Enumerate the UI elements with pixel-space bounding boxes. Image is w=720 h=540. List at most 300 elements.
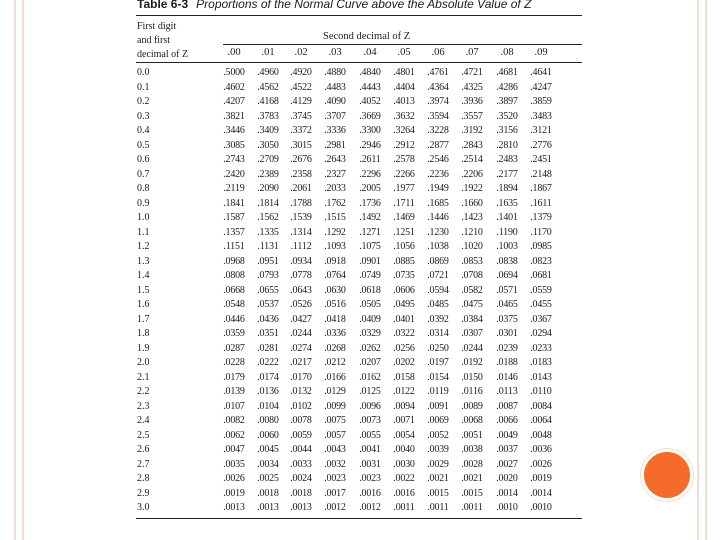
table-cell: .0351 <box>257 328 279 339</box>
table-caption: Proportions of the Normal Curve above the Absolute Value of Z <box>196 0 532 11</box>
table-cell: .0013 <box>290 502 312 513</box>
table-cell: .0033 <box>290 458 312 470</box>
table-cell: .0082 <box>223 415 245 426</box>
z-value: 2.5 <box>137 429 150 441</box>
table-cell: .0015 <box>427 487 449 499</box>
table-cell: .0244 <box>290 328 312 339</box>
table-cell: .0681 <box>530 270 552 281</box>
table-cell: .1020 <box>461 241 483 252</box>
table-cell: .0136 <box>257 386 279 397</box>
table-cell: .0869 <box>427 255 449 267</box>
table-cell: .0132 <box>290 386 312 397</box>
table-cell: .0359 <box>223 328 245 339</box>
table-cell: .3446 <box>223 125 245 136</box>
table-cell: .4090 <box>324 96 346 107</box>
table-cell: .0901 <box>359 255 381 267</box>
table-cell: .0026 <box>530 458 552 470</box>
table-cell: .1251 <box>393 226 415 238</box>
table-cell: .0721 <box>427 270 449 281</box>
table-cell: .0091 <box>427 400 449 412</box>
table-cell: .0287 <box>223 342 245 354</box>
table-cell: .1492 <box>359 212 381 223</box>
table-cell: .0465 <box>496 299 518 310</box>
table-cell: .0084 <box>530 400 552 412</box>
table-cell: .0041 <box>359 444 381 455</box>
table-cell: .1841 <box>223 197 245 209</box>
table-cell: .0099 <box>324 400 346 412</box>
table-title <box>137 0 531 11</box>
table-cell: .1814 <box>257 197 279 209</box>
table-cell: .0012 <box>324 502 346 513</box>
table-cell: .0336 <box>324 328 346 339</box>
z-value: 2.2 <box>137 386 150 397</box>
table-cell: .1922 <box>461 183 483 194</box>
table-cell: .0668 <box>223 284 245 296</box>
table-cell: .0455 <box>530 299 552 310</box>
table-cell: .3050 <box>257 139 279 151</box>
bottom-rule <box>136 518 582 519</box>
table-cell: .3015 <box>290 139 312 151</box>
table-cell: .0188 <box>496 357 518 368</box>
z-value: 0.1 <box>137 81 150 93</box>
table-cell: .0110 <box>530 386 552 397</box>
table-cell: .0017 <box>324 487 346 499</box>
table-cell: .0162 <box>359 371 381 383</box>
table-cell: .4960 <box>257 67 279 78</box>
z-value: 1.0 <box>137 212 150 223</box>
table-cell: .0694 <box>496 270 518 281</box>
table-cell: .2776 <box>530 139 552 151</box>
table-cell: .0096 <box>359 400 381 412</box>
table-cell: .0618 <box>359 284 381 296</box>
z-value: 0.2 <box>137 96 150 107</box>
header-rule <box>136 62 582 63</box>
table-cell: .0116 <box>461 386 483 397</box>
table-cell: .4522 <box>290 81 312 93</box>
table-cell: .0918 <box>324 255 346 267</box>
table-cell: .4880 <box>324 67 346 78</box>
table-cell: .1949 <box>427 183 449 194</box>
table-cell: .4641 <box>530 67 552 78</box>
table-cell: .1093 <box>324 241 346 252</box>
table-cell: .2611 <box>359 154 381 165</box>
table-cell: .0122 <box>393 386 415 397</box>
z-value: 0.3 <box>137 110 150 122</box>
table-cell: .0384 <box>461 313 483 325</box>
table-cell: .0985 <box>530 241 552 252</box>
table-cell: .1611 <box>530 197 552 209</box>
table-cell: .2946 <box>359 139 381 151</box>
table-cell: .1446 <box>427 212 449 223</box>
table-cell: .1357 <box>223 226 245 238</box>
table-cell: .2843 <box>461 139 483 151</box>
table-cell: .0559 <box>530 284 552 296</box>
table-cell: .0594 <box>427 284 449 296</box>
table-cell: .0087 <box>496 400 518 412</box>
z-value: 1.9 <box>137 342 150 354</box>
table-cell: .2358 <box>290 168 312 180</box>
table-cell: .4168 <box>257 96 279 107</box>
table-cell: .0207 <box>359 357 381 368</box>
table-cell: .0060 <box>257 429 279 441</box>
table-cell: .1131 <box>257 241 279 252</box>
table-cell: .1423 <box>461 212 483 223</box>
table-cell: .0012 <box>359 502 381 513</box>
table-cell: .0129 <box>324 386 346 397</box>
column-group-rule <box>223 44 582 45</box>
table-cell: .2912 <box>393 139 415 151</box>
table-cell: .0048 <box>530 429 552 441</box>
table-cell: .1401 <box>496 212 518 223</box>
table-cell: .0052 <box>427 429 449 441</box>
table-cell: .0104 <box>257 400 279 412</box>
table-cell: .0071 <box>393 415 415 426</box>
table-cell: .0885 <box>393 255 415 267</box>
table-cell: .0059 <box>290 429 312 441</box>
table-cell: .3085 <box>223 139 245 151</box>
table-cell: .1335 <box>257 226 279 238</box>
table-cell: .0367 <box>530 313 552 325</box>
table-cell: .0183 <box>530 357 552 368</box>
table-cell: .0256 <box>393 342 415 354</box>
table-cell: .0113 <box>496 386 518 397</box>
table-cell: .0375 <box>496 313 518 325</box>
table-cell: .3336 <box>324 125 346 136</box>
table-cell: .0062 <box>223 429 245 441</box>
table-cell: .1562 <box>257 212 279 223</box>
table-cell: .0021 <box>461 473 483 484</box>
table-cell: .0823 <box>530 255 552 267</box>
table-cell: .4562 <box>257 81 279 93</box>
table-cell: .3192 <box>461 125 483 136</box>
table-cell: .0034 <box>257 458 279 470</box>
table-cell: .0250 <box>427 342 449 354</box>
table-cell: .1003 <box>496 241 518 252</box>
table-cell: .3121 <box>530 125 552 136</box>
table-cell: .0107 <box>223 400 245 412</box>
table-cell: .2236 <box>427 168 449 180</box>
table-cell: .0119 <box>427 386 449 397</box>
table-cell: .3409 <box>257 125 279 136</box>
table-cell: .0655 <box>257 284 279 296</box>
table-cell: .3936 <box>461 96 483 107</box>
table-cell: .4801 <box>393 67 415 78</box>
table-cell: .0015 <box>461 487 483 499</box>
table-cell: .2206 <box>461 168 483 180</box>
table-cell: .1635 <box>496 197 518 209</box>
table-cell: .4207 <box>223 96 245 107</box>
z-value: 1.1 <box>137 226 150 238</box>
table-cell: .0281 <box>257 342 279 354</box>
table-cell: .3300 <box>359 125 381 136</box>
table-cell: .3156 <box>496 125 518 136</box>
table-cell: .0035 <box>223 458 245 470</box>
table-cell: .1292 <box>324 226 346 238</box>
table-cell: .0212 <box>324 357 346 368</box>
table-cell: .0708 <box>461 270 483 281</box>
table-cell: .3745 <box>290 110 312 122</box>
table-cell: .3520 <box>496 110 518 122</box>
table-cell: .0027 <box>496 458 518 470</box>
table-cell: .0019 <box>223 487 245 499</box>
table-cell: .0078 <box>290 415 312 426</box>
table-cell: .0630 <box>324 284 346 296</box>
table-cell: .0307 <box>461 328 483 339</box>
table-cell: .0066 <box>496 415 518 426</box>
table-cell: .3821 <box>223 110 245 122</box>
table-cell: .1170 <box>530 226 552 238</box>
table-cell: .4443 <box>359 81 381 93</box>
table-cell: .0526 <box>290 299 312 310</box>
table-cell: .2743 <box>223 154 245 165</box>
table-cell: .2296 <box>359 168 381 180</box>
column-header: .02 <box>294 47 308 58</box>
z-value: 1.8 <box>137 328 150 339</box>
table-cell: .1112 <box>290 241 312 252</box>
table-cell: .0013 <box>257 502 279 513</box>
column-header: .04 <box>363 47 377 58</box>
table-cell: .0069 <box>427 415 449 426</box>
table-cell: .0125 <box>359 386 381 397</box>
column-header: .05 <box>397 47 411 58</box>
table-cell: .0025 <box>257 473 279 484</box>
table-cell: .0037 <box>496 444 518 455</box>
table-cell: .0166 <box>324 371 346 383</box>
z-value: 0.6 <box>137 154 150 165</box>
table-cell: .0158 <box>393 371 415 383</box>
table-cell: .0075 <box>324 415 346 426</box>
table-cell: .0028 <box>461 458 483 470</box>
table-cell: .0244 <box>461 342 483 354</box>
table-cell: .1711 <box>393 197 415 209</box>
table-cell: .0301 <box>496 328 518 339</box>
table-cell: .0020 <box>496 473 518 484</box>
table-cell: .0233 <box>530 342 552 354</box>
table-cell: .1379 <box>530 212 552 223</box>
table-cell: .1867 <box>530 183 552 194</box>
table-cell: .2810 <box>496 139 518 151</box>
table-cell: .0853 <box>461 255 483 267</box>
table-cell: .1038 <box>427 241 449 252</box>
table-cell: .1056 <box>393 241 415 252</box>
table-cell: .1230 <box>427 226 449 238</box>
table-cell: .0102 <box>290 400 312 412</box>
table-cell: .2327 <box>324 168 346 180</box>
table-cell: .3264 <box>393 125 415 136</box>
table-cell: .2389 <box>257 168 279 180</box>
table-cell: .0032 <box>324 458 346 470</box>
column-header: .01 <box>261 47 275 58</box>
table-cell: .1151 <box>223 241 245 252</box>
z-value: 1.7 <box>137 313 150 325</box>
table-cell: .0073 <box>359 415 381 426</box>
table-cell: .4602 <box>223 81 245 93</box>
column-header: .03 <box>328 47 342 58</box>
table-cell: .0217 <box>290 357 312 368</box>
table-cell: .4052 <box>359 96 381 107</box>
table-cell: .0139 <box>223 386 245 397</box>
row-header-line-2: and first <box>137 35 171 46</box>
table-cell: .0427 <box>290 313 312 325</box>
table-cell: .0571 <box>496 284 518 296</box>
table-cell: .1587 <box>223 212 245 223</box>
table-cell: .2877 <box>427 139 449 151</box>
table-cell: .0022 <box>393 473 415 484</box>
table-cell: .0010 <box>530 502 552 513</box>
row-header-line-1: First digit <box>137 21 177 32</box>
table-cell: .1736 <box>359 197 381 209</box>
table-cell: .2981 <box>324 139 346 151</box>
column-group-label: Second decimal of Z <box>323 31 411 42</box>
z-value: 2.8 <box>137 473 150 484</box>
table-cell: .1271 <box>359 226 381 238</box>
z-value: 2.3 <box>137 400 150 412</box>
column-header: .07 <box>465 47 479 58</box>
table-cell: .0643 <box>290 284 312 296</box>
z-value: 2.4 <box>137 415 150 426</box>
table-cell: .0036 <box>530 444 552 455</box>
table-cell: .1469 <box>393 212 415 223</box>
table-cell: .2177 <box>496 168 518 180</box>
left-frame-stripe-outer <box>14 0 16 540</box>
table-cell: .4129 <box>290 96 312 107</box>
table-cell: .4721 <box>461 67 483 78</box>
table-cell: .0038 <box>461 444 483 455</box>
table-cell: .0392 <box>427 313 449 325</box>
table-cell: .0192 <box>461 357 483 368</box>
table-cell: .1977 <box>393 183 415 194</box>
table-cell: .0262 <box>359 342 381 354</box>
table-cell: .0174 <box>257 371 279 383</box>
row-header-line-3: decimal of Z <box>137 49 189 60</box>
z-value: 1.2 <box>137 241 150 252</box>
z-value: 2.7 <box>137 458 150 470</box>
z-value: 2.6 <box>137 444 150 455</box>
table-cell: .0793 <box>257 270 279 281</box>
table-cell: .0968 <box>223 255 245 267</box>
table-cell: .0080 <box>257 415 279 426</box>
table-cell: .0018 <box>290 487 312 499</box>
table-cell: .0031 <box>359 458 381 470</box>
z-value: 1.3 <box>137 255 150 267</box>
z-value: 1.5 <box>137 284 150 296</box>
table-cell: .3483 <box>530 110 552 122</box>
normal-curve-table <box>133 0 583 540</box>
table-cell: .4325 <box>461 81 483 93</box>
table-cell: .2709 <box>257 154 279 165</box>
table-cell: .0401 <box>393 313 415 325</box>
table-cell: .0749 <box>359 270 381 281</box>
table-cell: .0274 <box>290 342 312 354</box>
table-cell: .1685 <box>427 197 449 209</box>
z-value: 0.5 <box>137 139 150 151</box>
table-cell: .0764 <box>324 270 346 281</box>
table-cell: .2119 <box>223 183 245 194</box>
table-cell: .0228 <box>223 357 245 368</box>
table-cell: .3974 <box>427 96 449 107</box>
table-cell: .0446 <box>223 313 245 325</box>
table-cell: .2033 <box>324 183 346 194</box>
top-rule <box>136 15 582 16</box>
table-cell: .0735 <box>393 270 415 281</box>
z-value: 2.1 <box>137 371 150 383</box>
z-value: 0.0 <box>137 67 150 78</box>
table-cell: .3557 <box>461 110 483 122</box>
table-cell: .0170 <box>290 371 312 383</box>
table-cell: .1788 <box>290 197 312 209</box>
table-cell: .0068 <box>461 415 483 426</box>
table-cell: .0043 <box>324 444 346 455</box>
table-cell: .0537 <box>257 299 279 310</box>
table-cell: .0582 <box>461 284 483 296</box>
table-cell: .0016 <box>359 487 381 499</box>
table-cell: .0143 <box>530 371 552 383</box>
table-cell: .3707 <box>324 110 346 122</box>
table-cell: .0029 <box>427 458 449 470</box>
table-cell: .3783 <box>257 110 279 122</box>
table-number: Table 6-3 <box>137 0 189 11</box>
table-cell: .0154 <box>427 371 449 383</box>
table-cell: .0021 <box>427 473 449 484</box>
table-cell: .4840 <box>359 67 381 78</box>
accent-circle <box>641 449 693 501</box>
table-cell: .0089 <box>461 400 483 412</box>
table-cell: .4286 <box>496 81 518 93</box>
table-cell: .0011 <box>393 502 415 513</box>
column-header: .09 <box>534 47 548 58</box>
table-cell: .0418 <box>324 313 346 325</box>
table-cell: .1894 <box>496 183 518 194</box>
table-cell: .0044 <box>290 444 312 455</box>
table-cell: .0505 <box>359 299 381 310</box>
z-value: 0.8 <box>137 183 150 194</box>
table-cell: .0026 <box>223 473 245 484</box>
table-cell: .4364 <box>427 81 449 93</box>
table-cell: .0039 <box>427 444 449 455</box>
table-cell: .0011 <box>461 502 483 513</box>
table-cell: .2546 <box>427 154 449 165</box>
table-cell: .0197 <box>427 357 449 368</box>
table-cell: .0838 <box>496 255 518 267</box>
table-cell: .1660 <box>461 197 483 209</box>
table-cell: .0064 <box>530 415 552 426</box>
table-cell: .0094 <box>393 400 415 412</box>
table-cell: .2148 <box>530 168 552 180</box>
table-cell: .0011 <box>427 502 449 513</box>
table-cell: .2514 <box>461 154 483 165</box>
column-header: .08 <box>500 47 514 58</box>
z-value: 0.7 <box>137 168 150 180</box>
table-cell: .3897 <box>496 96 518 107</box>
table-cell: .0045 <box>257 444 279 455</box>
table-cell: .4404 <box>393 81 415 93</box>
table-cell: .3594 <box>427 110 449 122</box>
table-cell: .0294 <box>530 328 552 339</box>
table-cell: .2483 <box>496 154 518 165</box>
table-cell: .2090 <box>257 183 279 194</box>
z-value: 3.0 <box>137 502 150 513</box>
table-cell: .0024 <box>290 473 312 484</box>
table-cell: .0202 <box>393 357 415 368</box>
table-cell: .3228 <box>427 125 449 136</box>
table-cell: .1190 <box>496 226 518 238</box>
z-value: 2.0 <box>137 357 150 368</box>
right-frame-stripe-outer <box>697 0 699 540</box>
table-cell: .0023 <box>359 473 381 484</box>
table-cell: .1314 <box>290 226 312 238</box>
table-cell: .4761 <box>427 67 449 78</box>
table-cell: .0495 <box>393 299 415 310</box>
